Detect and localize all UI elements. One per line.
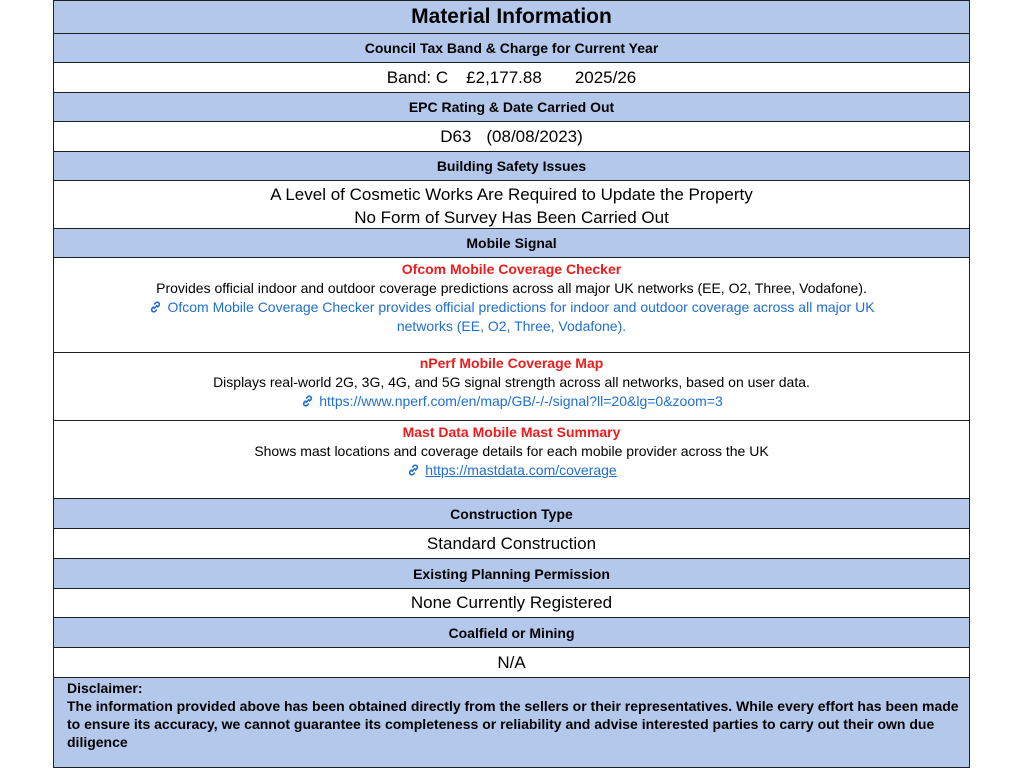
building-safety-line-1: A Level of Cosmetic Works Are Required to Update the Property [270,185,753,204]
planning-header-text: Existing Planning Permission [413,565,610,582]
mastdata-section [53,420,970,498]
nperf-link[interactable] [54,392,969,411]
epc-rating: D63 [440,126,472,146]
disclaimer-text: The information provided above has been obtained directly from the sellers or their representatives. While every effort has been made to ensure its accuracy, we cannot guarantee its completeness or reliability and advise interested parties to carry out their own due diligence [67,698,959,750]
nperf-section [53,352,970,420]
mastdata-link-text[interactable]: https://mastdata.com/coverage [425,462,617,478]
ofcom-link-line-2[interactable]: networks (EE, O2, Three, Vodafone). [396,318,627,334]
building-safety-header [53,151,970,180]
disclaimer-label: Disclaimer: [67,680,143,696]
building-safety-line-2: No Form of Survey Has Been Carried Out [354,208,669,227]
epc-date: (08/08/2023) [486,126,583,146]
link-icon [300,394,315,408]
building-safety-value [53,180,970,228]
ofcom-section [53,257,970,352]
mastdata-title: Mast Data Mobile Mast Summary [402,424,621,440]
council-tax-header-text: Council Tax Band & Charge for Current Year [364,40,659,56]
council-tax-value [53,62,970,92]
nperf-link-text[interactable]: https://www.nperf.com/en/map/GB/-/-/signal?ll=20&lg=0&zoom=3 [319,393,723,409]
planning-value [53,588,970,617]
ofcom-link[interactable] [54,298,969,317]
ofcom-description: Provides official indoor and outdoor coverage predictions across all major UK networks (EE, O2, Three, Vodafone). [156,280,867,296]
construction-header [53,498,970,528]
nperf-title: nPerf Mobile Coverage Map [419,355,604,371]
mastdata-description: Shows mast locations and coverage details for each mobile provider across the UK [254,443,769,459]
mastdata-link[interactable] [54,461,969,480]
coalfield-header-text: Coalfield or Mining [448,624,575,641]
link-icon [148,300,163,314]
construction-value [53,528,970,558]
construction-value-text: Standard Construction [426,533,597,553]
coalfield-value [53,647,970,677]
building-safety-header-text: Building Safety Issues [436,158,587,174]
epc-value [53,121,970,151]
mobile-signal-header-text: Mobile Signal [466,235,557,251]
construction-header-text: Construction Type [450,505,573,522]
epc-header-text: EPC Rating & Date Carried Out [408,99,615,115]
nperf-description: Displays real-world 2G, 3G, 4G, and 5G signal strength across all networks, based on user data. [213,374,810,390]
disclaimer [53,677,970,768]
ofcom-link-line-1[interactable]: Ofcom Mobile Coverage Checker provides official predictions for indoor and outdoor coverage across all major UK [167,299,875,315]
mobile-signal-header [53,228,970,257]
coalfield-header [53,617,970,647]
epc-header [53,92,970,121]
council-tax-band: Band: C [386,67,449,87]
coalfield-value-text: N/A [497,652,526,672]
council-tax-charge: £2,177.88 [466,67,542,87]
planning-value-text: None Currently Registered [410,593,613,612]
council-tax-year: 2025/26 [574,67,637,87]
link-icon [406,463,421,477]
title-text: Material Information [411,5,612,28]
sheet-title [53,0,970,33]
material-information-sheet [53,0,970,768]
council-tax-header [53,33,970,62]
ofcom-title: Ofcom Mobile Coverage Checker [401,261,622,277]
planning-header [53,558,970,588]
